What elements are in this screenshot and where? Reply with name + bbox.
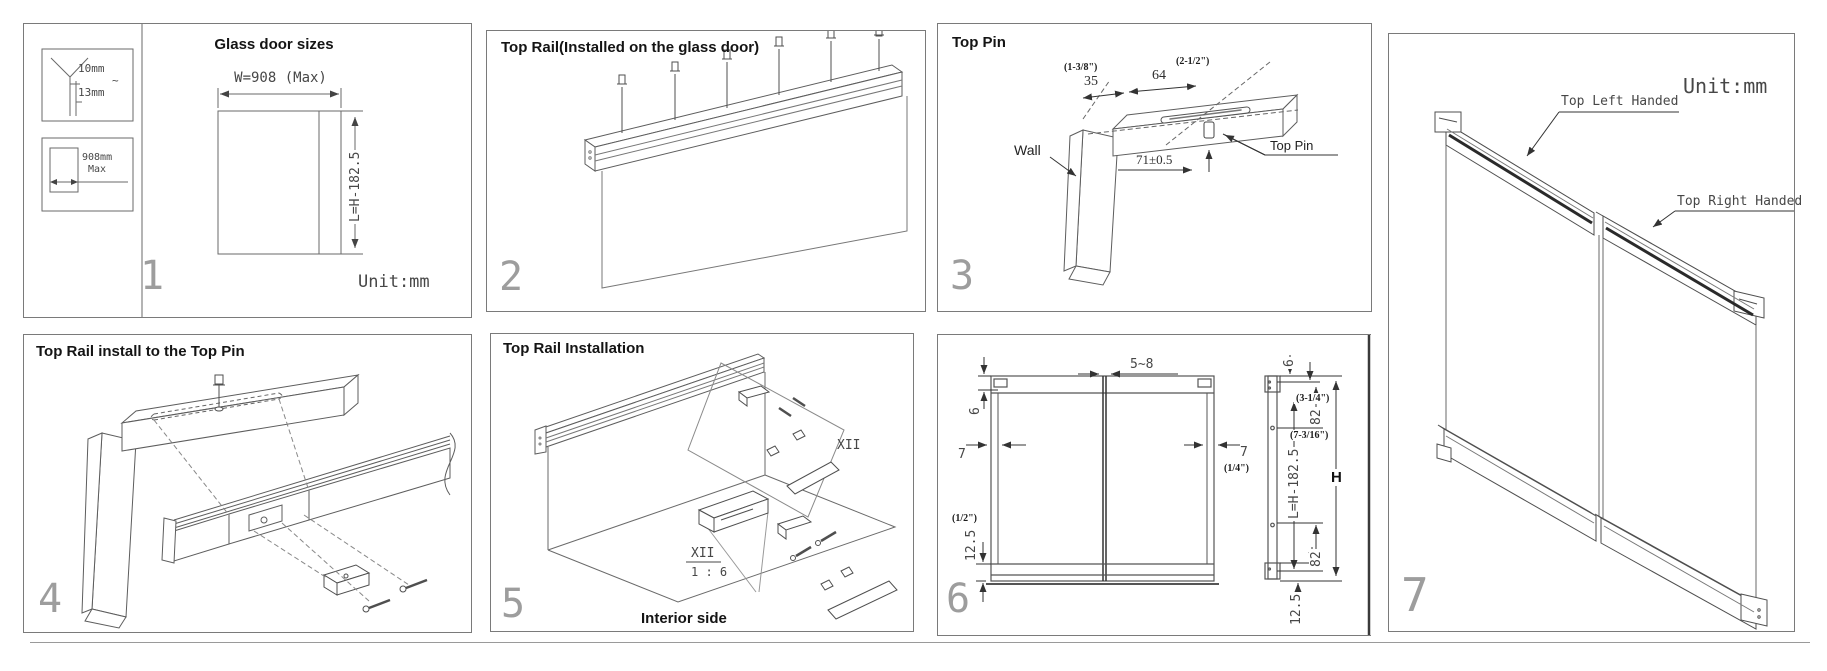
top-right-handed-label: Top Right Handed [1677, 194, 1803, 209]
panel3-title: Top Pin [952, 34, 1006, 51]
panel6-number: 6 [946, 576, 971, 622]
dimensions-drawing [938, 335, 1371, 635]
sv-dim-length: L=H-182.5 [1287, 448, 1302, 519]
panel7-number: 7 [1401, 568, 1429, 622]
sv-dim-rail-inch: (7-3/16") [1290, 430, 1329, 441]
dim-side-left: 7 [958, 447, 966, 462]
panel5-number: 5 [501, 581, 526, 627]
panel3-number: 3 [950, 253, 975, 299]
sheet-bottom-rule [30, 642, 1810, 643]
dim-bottom-rail: 12.5 [964, 529, 979, 561]
dim-71: 71±0.5 [1136, 152, 1173, 167]
panel1-number: 1 [140, 253, 165, 299]
top-pin-label: Top Pin [1270, 138, 1314, 153]
panel-top-rail [486, 30, 926, 312]
sv-dim-bottom: 12.5 [1289, 593, 1304, 625]
scale-ref-numerator: XII [691, 546, 715, 561]
dim-64-inch: (2-1/2") [1176, 56, 1210, 67]
sv-dim-pin-top: 82 [1309, 409, 1324, 425]
rail-installation-drawing [491, 334, 913, 631]
scale-ref-denominator: 1 : 6 [691, 565, 728, 579]
dim-35: 35 [1084, 74, 1098, 89]
panel-top-pin [937, 23, 1372, 312]
top-rail-drawing [487, 31, 925, 311]
detail-ref-label: XII [837, 438, 861, 453]
sv-dim-pin-bottom: 82 [1309, 551, 1324, 567]
width-note-value: 908mm [82, 152, 113, 163]
interior-side-label: Interior side [641, 610, 727, 627]
panel1-unit-label: Unit:mm [358, 272, 430, 292]
sv-dim-pin-top-inch: (3-1/4") [1296, 393, 1330, 404]
panel-rail-installation [490, 333, 914, 632]
panel-glass-door-sizes [23, 23, 472, 318]
wall-label: Wall [1014, 142, 1041, 158]
top-left-handed-label: Top Left Handed [1561, 94, 1679, 109]
panel-handed-overview [1388, 33, 1803, 632]
panel-dimensions [937, 334, 1371, 636]
door-height-dimension: L=H-182.5 [348, 151, 363, 222]
dim-35-inch: (1-3/8") [1064, 62, 1098, 73]
panel1-title: Glass door sizes [214, 36, 334, 53]
panel2-number: 2 [499, 254, 524, 300]
dim-top-inset: 6 [968, 407, 983, 415]
panel4-number: 4 [38, 576, 63, 622]
dim-side-right: 7 [1240, 445, 1248, 460]
panel4-title: Top Rail install to the Top Pin [36, 343, 245, 360]
rail-to-pin-drawing [24, 335, 471, 632]
glass-thickness-tilde: ~ [112, 74, 119, 87]
panel5-title: Top Rail Installation [503, 340, 645, 357]
glass-thickness-max: 13mm [78, 86, 105, 99]
dim-bottom-inch: (1/2") [952, 513, 977, 524]
sv-dim-top: 6 [1282, 359, 1297, 367]
door-width-dimension: W=908 (Max) [234, 70, 327, 86]
panel2-title: Top Rail(Installed on the glass door) [501, 39, 760, 56]
dim-door-gap: 5~8 [1130, 357, 1154, 372]
sv-dim-height: H [1331, 469, 1342, 486]
dim-64: 64 [1152, 68, 1166, 83]
dim-side-right-inch: (1/4") [1224, 463, 1249, 474]
panel-rail-to-pin [23, 334, 472, 633]
panel7-unit-label: Unit:mm [1683, 74, 1768, 98]
width-note-max: Max [88, 164, 107, 175]
handed-overview-drawing [1389, 34, 1794, 631]
glass-thickness-min: 10mm [78, 62, 105, 75]
